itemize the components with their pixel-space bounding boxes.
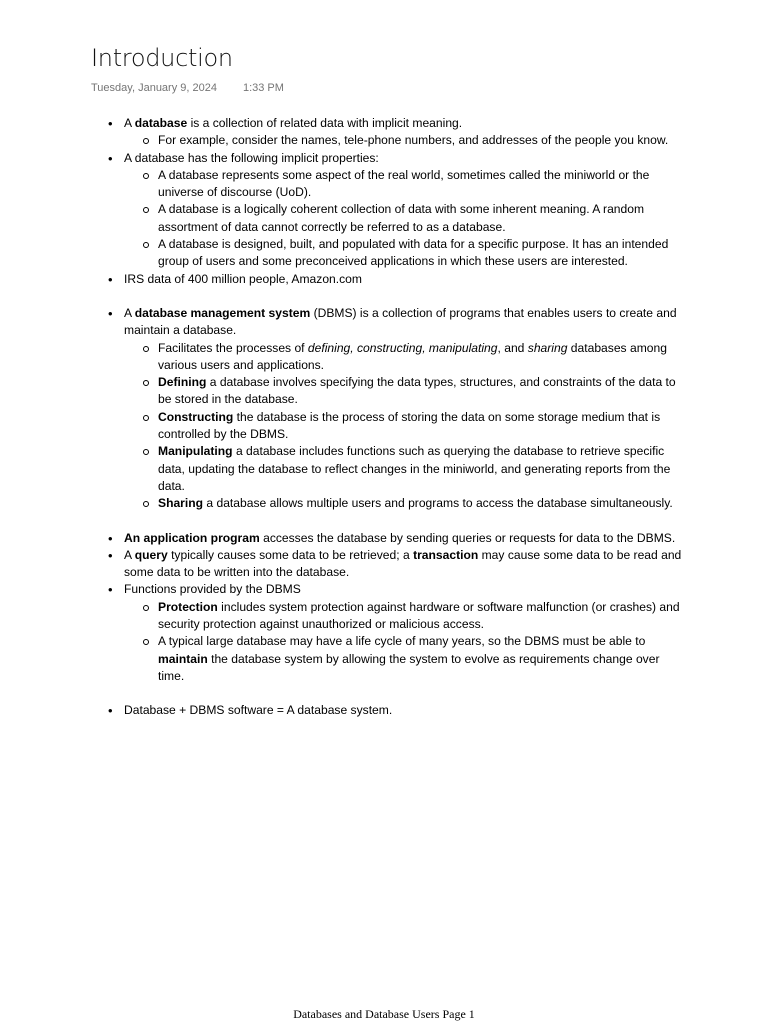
sub-bullet-manipulating: Manipulating a database includes functions such as querying the database to retrieve specific data, updating the database to reflect changes in the miniworld, and generating reports from the data. [124, 443, 682, 495]
note-metadata [91, 82, 284, 94]
sub-bullet-sharing: Sharing a database allows multiple users and programs to access the database simultaneously. [124, 495, 682, 512]
bullet-irs-example: • IRS data of 400 million people, Amazon.com [106, 271, 682, 288]
sub-bullet-list [124, 167, 682, 271]
sub-bullet-defining: Defining a database involves specifying the data types, structures, and constraints of the data to be stored in the database. [124, 374, 682, 409]
sub-bullet-constructing: Constructing the database is the process of storing the data on some storage medium that is controlled by the DBMS. [124, 409, 682, 444]
sub-bullet-protection: Protection includes system protection against hardware or software malfunction (or crashes) and security protection against unauthorized or malicious access. [124, 599, 682, 634]
note-body [106, 115, 682, 720]
sub-bullet-list [124, 132, 682, 149]
note-time: 1:33 PM [242, 82, 284, 94]
sub-bullet-miniworld: A database represents some aspect of the real world, sometimes called the miniworld or the universe of discourse (UoD). [124, 167, 682, 202]
sub-bullet-facilitates: Facilitates the processes of defining, constructing, manipulating, and sharing databases among various users and applications. [124, 340, 682, 375]
bullet-list [106, 115, 682, 720]
bullet-dbms-functions: • Functions provided by the DBMS Protection includes system protection against hardware or software malfunction (or crashes) and security protection against unauthorized or malicious access. A typical large database may have a life cycle of many years, so the DBMS must be able to maintain the database system by allowing the system to evolve as requirements change over time. [106, 581, 682, 685]
sub-bullet-list [124, 599, 682, 685]
term-dbms: database management system [134, 305, 311, 320]
bullet-query-transaction: • A query typically causes some data to be retrieved; a transaction may cause some data to be read and some data to be written into the database. [106, 547, 682, 582]
note-date: Tuesday, January 9, 2024 [91, 82, 217, 94]
sub-bullet-list [124, 340, 682, 513]
sub-bullet-example: For example, consider the names, tele-phone numbers, and addresses of the people you know. [124, 132, 682, 149]
sub-bullet-purpose: A database is designed, built, and populated with data for a specific purpose. It has an intended group of users and some preconceived applications in which these users are interested. [124, 236, 682, 271]
term-database: database [134, 116, 188, 130]
bullet-dbms-definition: • A database management system (DBMS) is a collection of programs that enables users to create and maintain a database. Facilitates the processes of defining, constructing, manipulating, and sharing databases among various users and applications. Defining a database involves specifying the data types, structures, and constraints of the data to be stored in the database. Constructing the database is the process of storing the data on some storage medium that is controlled by the DBMS. Manipulating a database includes functions such as querying the database to retrieve specific data, updating the database to reflect changes in the miniworld, and generating reports from the data. Sharing a database allows multiple users and programs to access the database simultaneously. [106, 305, 682, 513]
bullet-application-program: • An application program accesses the database by sending queries or requests for data to the DBMS. [106, 530, 682, 547]
sub-bullet-coherent: A database is a logically coherent collection of data with some inherent meaning. A random assortment of data cannot correctly be referred to as a database. [124, 201, 682, 236]
bullet-database-definition: • A database is a collection of related data with implicit meaning. For example, consider the names, tele-phone numbers, and addresses of the people you know. [106, 115, 682, 150]
page-footer: Databases and Database Users Page 1 [293, 1007, 475, 1021]
bullet-implicit-properties: • A database has the following implicit properties: A database represents some aspect of the real world, sometimes called the miniworld or the universe of discourse (UoD). A database is a logically coherent collection of data with some inherent meaning. A random assortment of data cannot correctly be referred to as a database. A database is designed, built, and populated with data for a specific purpose. It has an intended group of users and some preconceived applications in which these users are interested. [106, 150, 682, 271]
page-title: Introduction [91, 44, 233, 72]
bullet-database-system: • Database + DBMS software = A database system. [106, 702, 682, 719]
sub-bullet-maintain: A typical large database may have a life cycle of many years, so the DBMS must be able to maintain the database system by allowing the system to evolve as requirements change over time. [124, 633, 682, 685]
